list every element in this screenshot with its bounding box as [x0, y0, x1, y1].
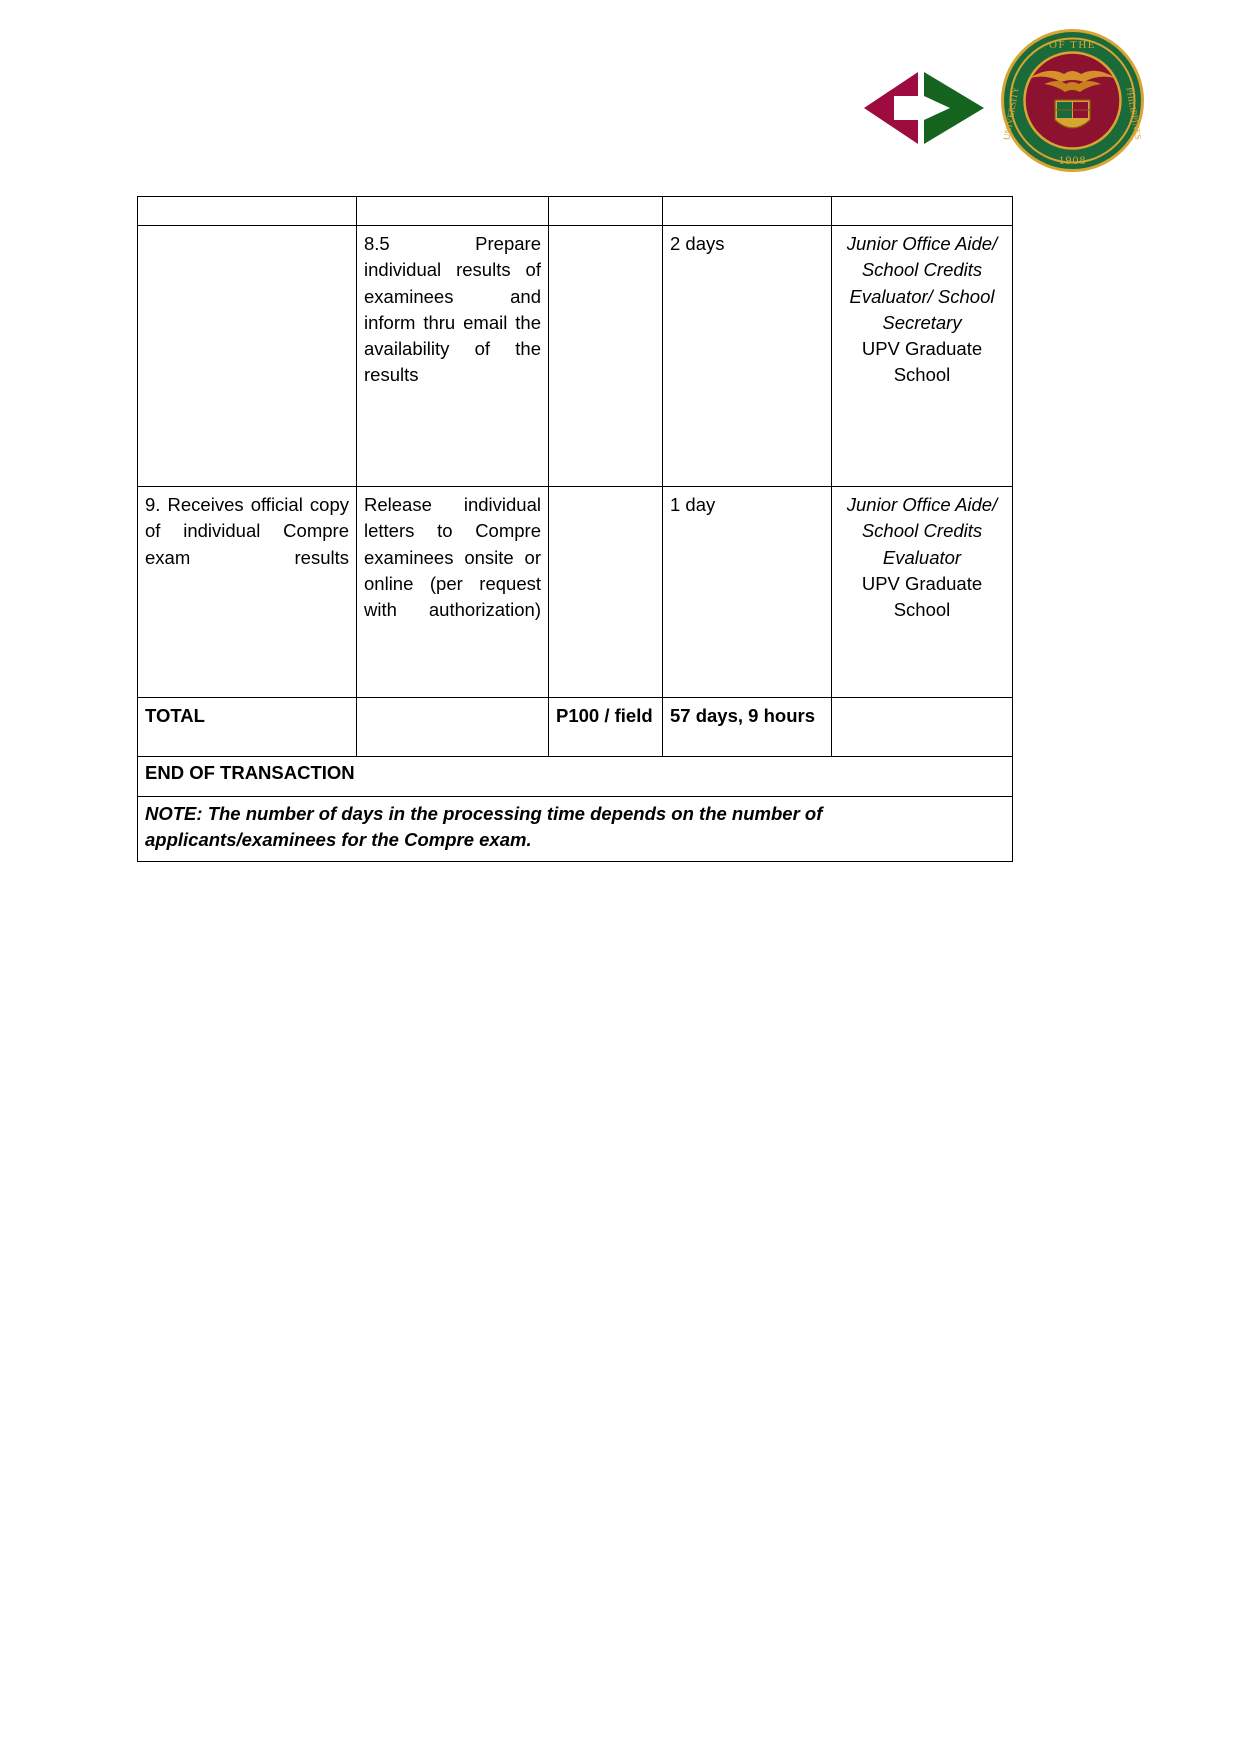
- person-responsible-italic: Junior Office Aide/ School Credits Evaluator/ School Secretary: [846, 233, 998, 333]
- person-responsible-plain: UPV Graduate School: [861, 338, 983, 386]
- cell-fees: [549, 487, 663, 698]
- cell-agency-actions: Release individual letters to Compre examinees onsite or online (per request with authorization): [357, 487, 549, 698]
- table-row-continuation: [138, 197, 1013, 226]
- table-row: [138, 487, 1013, 698]
- total-processing-time: 57 days, 9 hours: [663, 698, 832, 757]
- note-text: NOTE: The number of days in the processing time depends on the number of applicants/examinees for the Compre exam.: [138, 797, 1013, 862]
- cell-client-steps: [138, 197, 357, 226]
- total-label: TOTAL: [138, 698, 357, 757]
- document-header-logos: [0, 28, 1240, 178]
- table-row-end-of-transaction: [138, 757, 1013, 797]
- table-row: [138, 226, 1013, 487]
- cell-person-responsible: [832, 487, 1013, 698]
- total-person-responsible: [832, 698, 1013, 757]
- up-seal-logo: [1000, 28, 1145, 173]
- cell-agency-actions: [357, 197, 549, 226]
- cell-agency-actions: 8.5 Prepare individual results of examinees and inform thru email the availability of the results: [357, 226, 549, 487]
- arrows-logo: [860, 68, 990, 148]
- total-agency-actions: [357, 698, 549, 757]
- end-of-transaction-label: END OF TRANSACTION: [138, 757, 1013, 797]
- cell-person-responsible: [832, 197, 1013, 226]
- cell-client-steps: [138, 226, 357, 487]
- person-responsible-plain: UPV Graduate School: [861, 572, 983, 621]
- total-fees: P100 / field: [549, 698, 663, 757]
- svg-text:OF THE: OF THE: [1049, 39, 1096, 51]
- cell-processing-time: 1 day: [663, 487, 832, 698]
- cell-person-responsible: [832, 226, 1013, 487]
- cell-fees: [549, 226, 663, 487]
- cell-fees: [549, 197, 663, 226]
- cell-processing-time: [663, 197, 832, 226]
- svg-text:UNIVERSITY: UNIVERSITY: [1001, 86, 1021, 141]
- cell-client-steps: 9. Receives official copy of individual Compre exam results: [138, 487, 357, 698]
- citizens-charter-table: [137, 196, 1013, 862]
- table-row-note: [138, 797, 1013, 862]
- svg-text:PHILIPPINES: PHILIPPINES: [1124, 86, 1144, 141]
- cell-processing-time: 2 days: [663, 226, 832, 487]
- svg-text:1908: 1908: [1058, 153, 1087, 167]
- person-responsible-italic: Junior Office Aide/ School Credits Evaluator: [846, 494, 998, 568]
- table-row-total: [138, 698, 1013, 757]
